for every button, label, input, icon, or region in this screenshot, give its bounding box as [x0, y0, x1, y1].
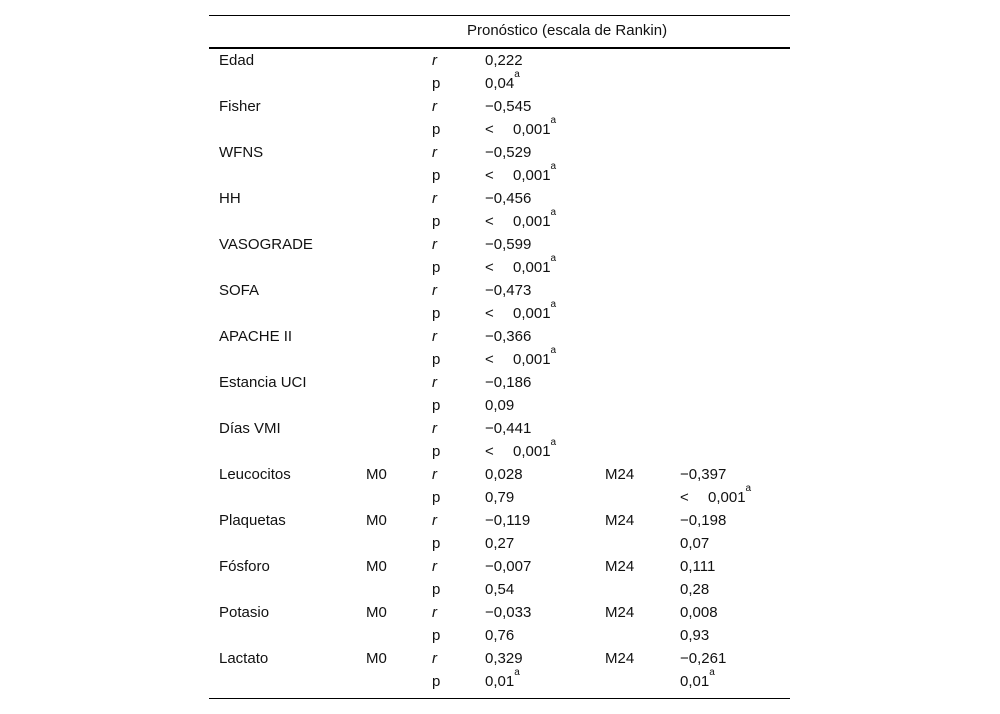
- p-value: [485, 578, 514, 601]
- r-value: −0,473: [485, 282, 532, 299]
- variable-name: Estancia UCI: [219, 374, 307, 391]
- p-value: [485, 394, 514, 417]
- stat-label-p: p: [432, 581, 441, 598]
- time-point-label: M0: [366, 650, 387, 667]
- p-number: 0,54: [485, 581, 515, 598]
- stat-label-r: r: [432, 328, 437, 345]
- time-point-label: M24: [605, 466, 635, 483]
- table-row: [209, 233, 790, 256]
- r-value: 0,329: [485, 650, 523, 667]
- table-row: [209, 624, 790, 647]
- table-row: [209, 647, 790, 670]
- variable-name: Leucocitos: [219, 466, 291, 483]
- stat-label-r: r: [432, 650, 437, 667]
- stat-label-r: r: [432, 52, 437, 69]
- time-point-label: M24: [605, 604, 635, 621]
- results-table: [209, 15, 790, 699]
- stat-label-r: r: [432, 512, 437, 529]
- r-value: −0,599: [485, 236, 532, 253]
- p-value: [485, 486, 514, 509]
- table-row: [209, 207, 790, 233]
- footnote-marker: a: [709, 667, 715, 678]
- table-row: [209, 95, 790, 118]
- p-number: 0,79: [485, 489, 515, 506]
- time-point-label: M0: [366, 466, 387, 483]
- less-than-sign: <: [680, 489, 689, 506]
- less-than-sign: <: [485, 351, 494, 368]
- p-number: 0,001: [513, 213, 551, 230]
- p-value: [485, 624, 514, 647]
- variable-name: Fisher: [219, 98, 261, 115]
- p-value: [680, 667, 715, 693]
- p-number: 0,001: [513, 259, 551, 276]
- r-value: 0,008: [680, 604, 718, 621]
- stat-label-r: r: [432, 282, 437, 299]
- footnote-marker: a: [550, 207, 557, 218]
- r-value: −0,441: [485, 420, 532, 437]
- table-row: [209, 417, 790, 440]
- stat-label-p: p: [432, 443, 441, 460]
- stat-label-p: p: [432, 259, 441, 276]
- variable-name: SOFA: [219, 282, 260, 299]
- footnote-marker: a: [550, 115, 557, 126]
- table-row: [209, 667, 790, 693]
- r-value: 0,111: [680, 558, 716, 575]
- table-row: [209, 161, 790, 187]
- time-point-label: M0: [366, 604, 387, 621]
- variable-name: VASOGRADE: [219, 236, 313, 253]
- time-point-label: M0: [366, 512, 387, 529]
- time-point-label: M24: [605, 512, 635, 529]
- p-number: 0,07: [680, 535, 710, 552]
- r-value: −0,198: [680, 512, 727, 529]
- stat-label-p: p: [432, 351, 441, 368]
- footnote-marker: a: [745, 483, 752, 494]
- r-value: −0,397: [680, 466, 727, 483]
- table-row: [209, 555, 790, 578]
- r-value: −0,186: [485, 374, 532, 391]
- table-row: [209, 394, 790, 417]
- stat-label-p: p: [432, 397, 441, 414]
- time-point-label: M0: [366, 558, 387, 575]
- table-row: [209, 69, 790, 95]
- table-row: [209, 49, 790, 72]
- p-value: [485, 161, 557, 187]
- stat-label-p: p: [432, 627, 441, 644]
- footnote-marker: a: [550, 299, 557, 310]
- table-row: [209, 141, 790, 164]
- table-row: [209, 115, 790, 141]
- p-value: [485, 532, 514, 555]
- p-value: [485, 345, 557, 371]
- stat-label-p: p: [432, 121, 441, 138]
- p-value: [485, 437, 557, 463]
- table-row: [209, 601, 790, 624]
- r-value: −0,007: [485, 558, 532, 575]
- stat-label-p: p: [432, 535, 441, 552]
- r-value: −0,261: [680, 650, 727, 667]
- time-point-label: M24: [605, 558, 635, 575]
- footnote-marker: a: [550, 253, 557, 264]
- table-row: [209, 253, 790, 279]
- footnote-marker: a: [514, 69, 520, 80]
- stat-label-p: p: [432, 167, 441, 184]
- stat-label-p: p: [432, 305, 441, 322]
- variable-name: Edad: [219, 52, 255, 69]
- p-number: 0,09: [485, 397, 515, 414]
- table-row: [209, 578, 790, 601]
- stat-label-r: r: [432, 374, 437, 391]
- p-number: 0,001: [708, 489, 746, 506]
- p-value: [680, 532, 709, 555]
- table-header: [209, 16, 790, 47]
- table-row: [209, 483, 790, 509]
- table-row: [209, 509, 790, 532]
- footnote-marker: a: [550, 437, 557, 448]
- table-row: [209, 299, 790, 325]
- p-number: 0,01: [485, 673, 515, 690]
- less-than-sign: <: [485, 121, 494, 138]
- variable-name: WFNS: [219, 144, 264, 161]
- stat-label-r: r: [432, 98, 437, 115]
- table-row: [209, 463, 790, 486]
- table-row: [209, 325, 790, 348]
- table-row: [209, 437, 790, 463]
- p-value: [485, 299, 557, 325]
- p-value: [485, 207, 557, 233]
- r-value: −0,119: [485, 512, 531, 529]
- p-number: 0,27: [485, 535, 515, 552]
- less-than-sign: <: [485, 305, 494, 322]
- p-value: [680, 578, 709, 601]
- r-value: −0,366: [485, 328, 532, 345]
- r-value: −0,545: [485, 98, 532, 115]
- less-than-sign: <: [485, 443, 494, 460]
- p-value: [680, 624, 709, 647]
- p-number: 0,28: [680, 581, 710, 598]
- stat-label-r: r: [432, 466, 437, 483]
- table-row: [209, 345, 790, 371]
- footnote-marker: a: [514, 667, 520, 678]
- variable-name: Fósforo: [219, 558, 270, 575]
- p-number: 0,001: [513, 121, 551, 138]
- less-than-sign: <: [485, 259, 494, 276]
- table-body: [209, 49, 790, 693]
- stat-label-r: r: [432, 144, 437, 161]
- stat-label-r: r: [432, 604, 437, 621]
- stat-label-p: p: [432, 673, 441, 690]
- p-value: [485, 253, 557, 279]
- less-than-sign: <: [485, 167, 494, 184]
- table-row: [209, 532, 790, 555]
- p-number: 0,93: [680, 627, 710, 644]
- p-number: 0,001: [513, 167, 551, 184]
- p-number: 0,04: [485, 75, 515, 92]
- stat-label-p: p: [432, 75, 441, 92]
- variable-name: HH: [219, 190, 241, 207]
- variable-name: Días VMI: [219, 420, 281, 437]
- stat-label-r: r: [432, 236, 437, 253]
- p-value: [680, 483, 752, 509]
- r-value: −0,529: [485, 144, 532, 161]
- r-value: 0,028: [485, 466, 523, 483]
- time-point-label: M24: [605, 650, 635, 667]
- table-row: [209, 187, 790, 210]
- variable-name: Plaquetas: [219, 512, 286, 529]
- stat-label-r: r: [432, 558, 437, 575]
- less-than-sign: <: [485, 213, 494, 230]
- p-number: 0,01: [680, 673, 710, 690]
- r-value: −0,456: [485, 190, 532, 207]
- p-number: 0,001: [513, 305, 551, 322]
- p-value: [485, 115, 557, 141]
- variable-name: APACHE II: [219, 328, 293, 345]
- p-number: 0,76: [485, 627, 515, 644]
- footnote-marker: a: [550, 161, 557, 172]
- stat-label-r: r: [432, 190, 437, 207]
- stat-label-p: p: [432, 213, 441, 230]
- p-value: [485, 69, 520, 95]
- bottom-rule: [209, 698, 790, 699]
- footnote-marker: a: [550, 345, 557, 356]
- variable-name: Potasio: [219, 604, 270, 621]
- table-row: [209, 371, 790, 394]
- p-number: 0,001: [513, 443, 551, 460]
- r-value: 0,222: [485, 52, 523, 69]
- table-row: [209, 279, 790, 302]
- variable-name: Lactato: [219, 650, 269, 667]
- stat-label-p: p: [432, 489, 441, 506]
- p-number: 0,001: [513, 351, 551, 368]
- r-value: −0,033: [485, 604, 532, 621]
- header-title: Pronóstico (escala de Rankin): [467, 22, 668, 39]
- stat-label-r: r: [432, 420, 437, 437]
- p-value: [485, 667, 520, 693]
